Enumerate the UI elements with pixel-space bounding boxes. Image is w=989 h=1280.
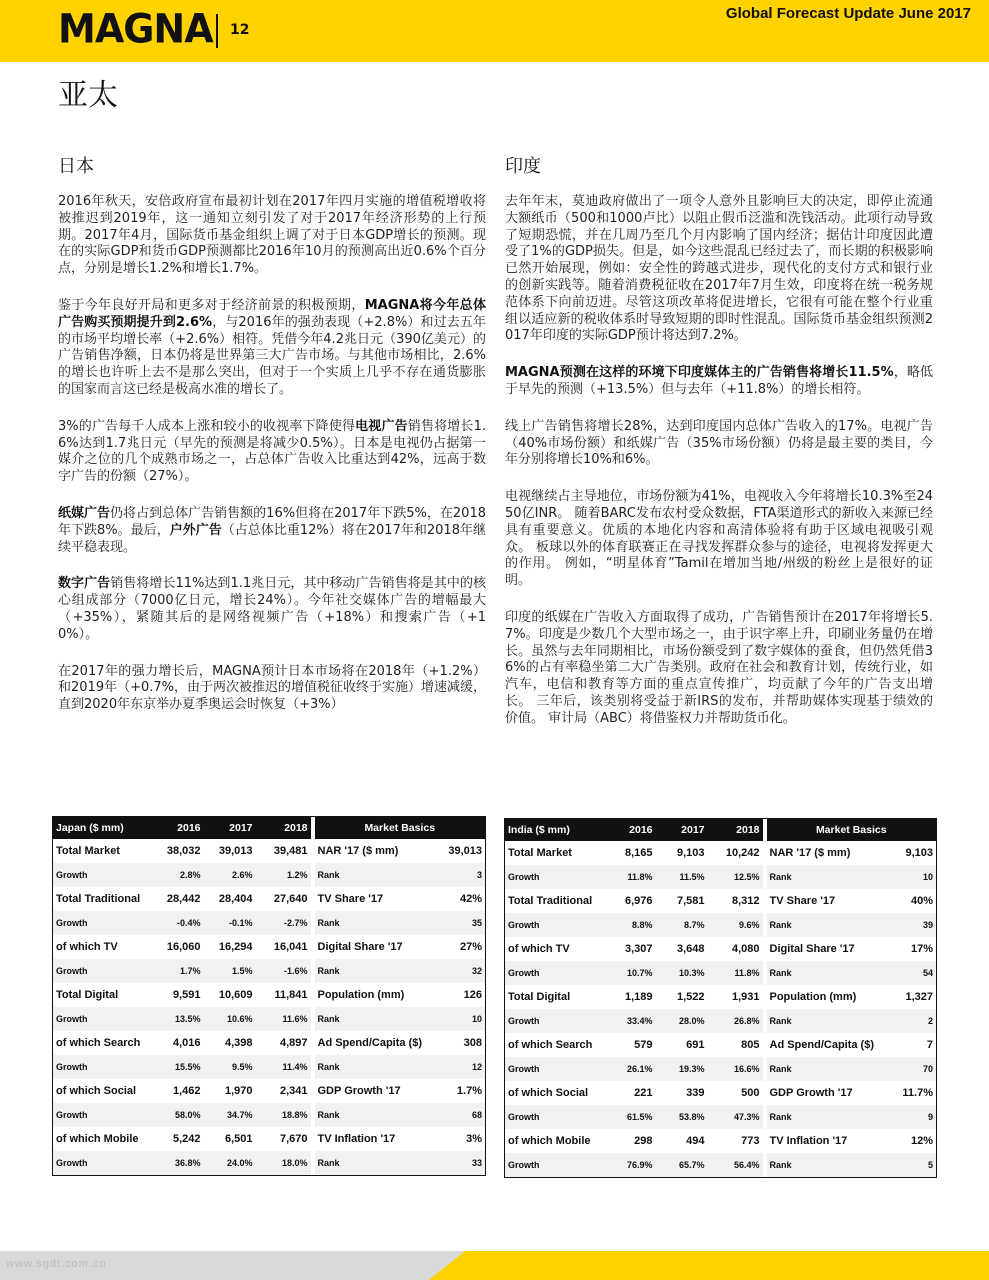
table-cell: 10.6% xyxy=(204,1007,256,1031)
table-cell: 11.4% xyxy=(256,1055,311,1079)
table-cell: of which Mobile xyxy=(508,1135,591,1147)
table-cell: 10.3% xyxy=(656,961,708,985)
table-cell: 28,404 xyxy=(218,893,253,905)
japan-paragraph-3 xyxy=(58,419,486,486)
table-cell: 39,481 xyxy=(273,845,308,857)
table-cell: 10,609 xyxy=(218,989,253,1001)
table-cell: GDP Growth '17 xyxy=(317,1085,401,1097)
table-cell: Growth xyxy=(53,959,152,983)
page-number: 12 xyxy=(230,22,250,38)
table-cell: Growth xyxy=(505,961,604,985)
india-p2-text: ，略低于早先的预测（+13.5%）但与去年（+11.8%）的增长相符。 xyxy=(505,365,933,397)
header-bar xyxy=(0,0,989,62)
table-cell: 39,013 xyxy=(448,845,482,857)
india-heading: 印度 xyxy=(505,156,541,177)
table-header-row xyxy=(505,819,937,842)
table-cell: 40% xyxy=(910,895,933,907)
table-row xyxy=(505,985,937,1009)
table-cell: Total Traditional xyxy=(508,895,593,907)
table-cell: 8,165 xyxy=(624,847,653,859)
table-row xyxy=(53,1151,486,1176)
table-cell: 39 xyxy=(882,913,937,937)
table-header-cell: 2016 xyxy=(604,819,656,842)
table-cell: Ad Spend/Capita ($) xyxy=(317,1037,423,1049)
table-cell: TV Inflation '17 xyxy=(317,1133,396,1145)
table-cell: Rank xyxy=(767,1153,882,1178)
india-paragraph-1: 去年年末，莫迪政府做出了一项令人意外且影响巨大的决定，即停止流通大额纸币（500和1000卢比）以阻止假币泛滥和洗钱活动。此项行动导致了短期恐慌，并在几周乃至几个月内影响了国内经济；据估计印度因此遭受了1%的GDP损失。但是，如今这些混乱已经过去了，而长期的积极影响已然开始展现，例如：安全性的跨越式进步，现代化的支付方式和银行业的创新实践等。随着消费税征收在2017年7月生效，印度将在统一税务规范体系下向前迈进。尽管这项改革将促进增长，它很有可能在整个行业重组以适应新的税收体系时导致短期的即时性混乱。国际货币基金组织预测2017年印度的实际GDP预计将达到7.2%。 xyxy=(505,194,933,344)
japan-p3-text-2: 销售将增长1.6%达到1.7兆日元（早先的预测是将减少0.5%）。日本是电视仍占据第一媒介之位的几个成熟市场之一，占总体广告收入比重达到42%，远高于数字广告的份额（27%）。 xyxy=(58,418,486,485)
japan-p2-text: 鉴于今年良好开局和更多对于经济前景的积极预期， xyxy=(58,297,365,313)
table-cell: 26.8% xyxy=(708,1009,763,1033)
table-cell: 1.5% xyxy=(204,959,256,983)
india-section xyxy=(505,152,933,748)
table-cell: 18.0% xyxy=(256,1151,311,1176)
table-row xyxy=(505,1033,937,1057)
table-cell: Growth xyxy=(53,911,152,935)
table-cell: Ad Spend/Capita ($) xyxy=(769,1039,875,1051)
table-cell: Population (mm) xyxy=(769,991,857,1003)
table-row xyxy=(505,1105,937,1129)
japan-p4-text-2: （占总体比重12%）将在2017年和2018年继续平稳表现。 xyxy=(58,522,486,555)
table-cell: 11.8% xyxy=(604,865,656,889)
table-row xyxy=(53,911,486,935)
table-cell: Growth xyxy=(505,1153,604,1178)
table-cell: 19.3% xyxy=(656,1057,708,1081)
table-cell: Growth xyxy=(53,1151,152,1176)
table-cell: 7 xyxy=(926,1039,933,1051)
table-cell: Rank xyxy=(315,1103,431,1127)
table-header-cell: 2017 xyxy=(204,817,256,840)
table-cell: -0.1% xyxy=(204,911,256,935)
table-cell: 33.4% xyxy=(604,1009,656,1033)
table-row xyxy=(53,887,486,911)
japan-p2-text-2: ，与2016年的强劲表现（+2.8%）和过去五年的市场平均增长率（+2.6%）相符。凭借今年4.2兆日元（390亿美元）的广告销售净额，日本仍将是世界第三大广告市场。与其他市场相比，2.6%的增长也许听上去不是那么突出，但对于一个实质上几乎不存在通货膨胀的国家而言这已经是极高水准的增长了。 xyxy=(58,314,486,397)
table-cell: TV Share '17 xyxy=(769,895,836,907)
table-header-cell: 2016 xyxy=(152,817,204,840)
table-cell: Total Traditional xyxy=(56,893,141,905)
table-row xyxy=(505,865,937,889)
table-cell: 33 xyxy=(431,1151,486,1176)
table-header-cell: 2018 xyxy=(256,817,311,840)
table-cell: 691 xyxy=(686,1039,705,1051)
table-cell: 28,442 xyxy=(166,893,201,905)
india-paragraph-5: 印度的纸媒在广告收入方面取得了成功，广告销售预计在2017年将增长5.7%。印度是少数几个大型市场之一，由于识字率上升，印刷业务量仍在增长。虽然与去年同期相比，市场份额受到了数字媒体的蚕食，但仍然凭借36%的占有率稳坐第二大广告类别。政府在社会和教育计划，传统行业，如汽车，电信和教育等方面的重点宣传推广，均贡献了今年的广告支出增长。 三年后，该类别将受益于新IRS的发布，并帮助媒体实现基于绩效的价值。 审计局（ABC）将借鉴权力并帮助货币化。 xyxy=(505,609,933,726)
table-row xyxy=(53,863,486,887)
table-cell: 500 xyxy=(741,1087,760,1099)
table-cell: 12% xyxy=(910,1135,933,1147)
table-cell: 39,013 xyxy=(218,845,253,857)
table-cell: Rank xyxy=(315,1007,431,1031)
table-cell: Rank xyxy=(767,961,882,985)
table-cell: 308 xyxy=(463,1037,482,1049)
table-cell: NAR '17 ($ mm) xyxy=(769,847,851,859)
table-cell: of which Social xyxy=(508,1087,589,1099)
table-cell: 24.0% xyxy=(204,1151,256,1176)
japan-paragraph-5 xyxy=(58,576,486,643)
table-cell: 7,670 xyxy=(279,1133,308,1145)
watermark-text: www.sgdt.com.cn xyxy=(6,1258,107,1270)
japan-p5-highlight: 数字广告 xyxy=(58,576,111,592)
magna-logo: MAGNA xyxy=(58,5,213,53)
footer-yellow-band xyxy=(380,1251,989,1280)
table-cell: 32 xyxy=(431,959,486,983)
table-cell: Digital Share '17 xyxy=(769,943,855,955)
table-cell: 4,398 xyxy=(224,1037,253,1049)
table-cell: 27,640 xyxy=(273,893,308,905)
japan-paragraph-4 xyxy=(58,506,486,556)
japan-p5-text: 销售将增长11%达到1.1兆日元，其中移动广告销售将是其中的核心组成部分（7000亿日元，增长24%）。今年社交媒体广告的增幅最大（+35%），紧随其后的是网络视频广告（+18%）和搜索广告（+10%）。 xyxy=(58,576,486,642)
india-paragraph-3: 线上广告销售将增长28%，达到印度国内总体广告收入的17%。电视广告（40%市场份额）和纸媒广告（35%市场份额）仍将是最主要的类目，今年分别将增长10%和6%。 xyxy=(505,418,933,468)
table-cell: Total Digital xyxy=(56,989,119,1001)
table-cell: 61.5% xyxy=(604,1105,656,1129)
table-cell: 1.7% xyxy=(152,959,204,983)
table-cell: 2 xyxy=(882,1009,937,1033)
table-cell: 38,032 xyxy=(166,845,201,857)
table-cell: 9.5% xyxy=(204,1055,256,1079)
table-cell: Population (mm) xyxy=(317,989,405,1001)
table-cell: 2.8% xyxy=(152,863,204,887)
table-cell: 8.7% xyxy=(656,913,708,937)
table-cell: Growth xyxy=(505,1057,604,1081)
table-cell: 6,501 xyxy=(224,1133,253,1145)
table-header-cell: India ($ mm) xyxy=(505,819,604,842)
table-header-cell: Market Basics xyxy=(315,817,486,840)
table-cell: Growth xyxy=(53,863,152,887)
japan-paragraph-2 xyxy=(58,298,486,399)
table-cell: Digital Share '17 xyxy=(317,941,403,953)
india-p2-highlight: MAGNA预测在这样的环境下印度媒体主的广告销售将增长11.5% xyxy=(505,365,894,381)
table-cell: 494 xyxy=(686,1135,705,1147)
table-cell: 8.8% xyxy=(604,913,656,937)
table-cell: 8,312 xyxy=(731,895,760,907)
table-cell: 3% xyxy=(466,1133,482,1145)
table-cell: 16,294 xyxy=(218,941,253,953)
table-cell: Growth xyxy=(505,1009,604,1033)
table-cell: 15.5% xyxy=(152,1055,204,1079)
table-row xyxy=(53,1103,486,1127)
table-cell: 579 xyxy=(634,1039,653,1051)
table-cell: Rank xyxy=(767,913,882,937)
table-row xyxy=(53,1031,486,1055)
region-title: 亚太 xyxy=(58,78,118,113)
table-cell: TV Share '17 xyxy=(317,893,384,905)
table-cell: 1,327 xyxy=(905,991,933,1003)
japan-paragraph-6: 在2017年的强力增长后，MAGNA预计日本市场将在2018年（+1.2%）和2019年（+0.7%，由于两次被推迟的增值税征收终于实施）增速减缓，直到2020年东京举办夏季奥运会时恢复（+3%） xyxy=(58,663,487,713)
table-row xyxy=(505,889,937,913)
table-cell: of which Search xyxy=(508,1039,593,1051)
table-cell: Growth xyxy=(53,1007,152,1031)
japan-p3-text: 3%的广告每千人成本上涨和较小的收视率下降使得 xyxy=(58,418,356,434)
table-cell: 11,841 xyxy=(274,989,308,1001)
table-cell: 34.7% xyxy=(204,1103,256,1127)
table-cell: Rank xyxy=(315,1151,431,1176)
table-cell: of which Social xyxy=(56,1085,137,1097)
table-cell: 1.7% xyxy=(456,1085,482,1097)
table-cell: 68 xyxy=(431,1103,486,1127)
table-cell: 4,080 xyxy=(731,943,760,955)
table-cell: 56.4% xyxy=(708,1153,763,1178)
table-cell: 16,060 xyxy=(166,941,201,953)
japan-heading: 日本 xyxy=(58,156,94,177)
japan-p2-highlight: MAGNA将今年总体广告购买预期提升到2.6% xyxy=(58,297,486,330)
japan-p3-highlight: 电视广告 xyxy=(355,418,408,434)
table-cell: 1,931 xyxy=(731,991,760,1003)
table-header-cell: 2017 xyxy=(656,819,708,842)
table-cell: Growth xyxy=(53,1055,152,1079)
table-cell: 65.7% xyxy=(656,1153,708,1178)
table-row xyxy=(53,959,486,983)
table-header-cell: Market Basics xyxy=(767,819,937,842)
table-cell: of which TV xyxy=(508,943,570,955)
table-cell: 10 xyxy=(431,1007,486,1031)
india-market-table xyxy=(504,818,937,1178)
table-cell: 9,103 xyxy=(905,847,933,859)
table-cell: 298 xyxy=(634,1135,653,1147)
table-cell: 27% xyxy=(459,941,482,953)
table-cell: Rank xyxy=(767,865,882,889)
table-cell: 805 xyxy=(741,1039,760,1051)
header-divider xyxy=(216,14,218,48)
table-row xyxy=(505,1129,937,1153)
table-cell: Total Digital xyxy=(508,991,571,1003)
table-cell: of which Mobile xyxy=(56,1133,139,1145)
table-cell: 1,970 xyxy=(224,1085,253,1097)
table-cell: 53.8% xyxy=(656,1105,708,1129)
table-cell: 16.6% xyxy=(708,1057,763,1081)
table-cell: 1,522 xyxy=(676,991,705,1003)
table-header-cell: 2018 xyxy=(708,819,763,842)
table-row xyxy=(53,1127,486,1151)
japan-market-table xyxy=(52,816,486,1176)
table-cell: Rank xyxy=(315,959,431,983)
table-cell: 3,648 xyxy=(676,943,705,955)
table-cell: 9 xyxy=(882,1105,937,1129)
table-row xyxy=(505,1153,937,1178)
table-row xyxy=(505,937,937,961)
table-cell: 16,041 xyxy=(273,941,308,953)
table-cell: 126 xyxy=(463,989,482,1001)
table-cell: 11.8% xyxy=(708,961,763,985)
table-cell: 2.6% xyxy=(204,863,256,887)
table-cell: Rank xyxy=(767,1009,882,1033)
table-cell: Total Market xyxy=(508,847,572,859)
table-cell: 9,591 xyxy=(172,989,201,1001)
japan-p4-text: 仍将占到总体广告销售额的16%但将在2017年下跌5%，在2018年下跌8%。最后， xyxy=(58,505,486,538)
table-cell: 9,103 xyxy=(676,847,705,859)
table-cell: 12 xyxy=(431,1055,486,1079)
table-cell: 12.5% xyxy=(708,865,763,889)
table-cell: 10.7% xyxy=(604,961,656,985)
table-cell: 10,242 xyxy=(725,847,760,859)
india-paragraph-4: 电视继续占主导地位，市场份额为41%，电视收入今年将增长10.3%至2450亿INR。 随着BARC发布农村受众数据，FTA渠道形式的新收入来源已经具有重要意义。优质的本地化内容和高清体验将有助于区域电视吸引观众。 板球以外的体育联赛正在寻找发挥群众参与的途径，电视将发挥更大的作用。 例如，“明星体育”Tamil在增加当地/州级的粉丝上是很好的证明。 xyxy=(505,489,933,589)
table-cell: Growth xyxy=(53,1103,152,1127)
table-cell: 70 xyxy=(882,1057,937,1081)
table-cell: 4,016 xyxy=(172,1037,201,1049)
japan-section xyxy=(58,152,486,734)
table-cell: 1,462 xyxy=(172,1085,201,1097)
table-cell: 2,341 xyxy=(279,1085,308,1097)
table-cell: 54 xyxy=(882,961,937,985)
table-cell: Rank xyxy=(767,1105,882,1129)
table-cell: GDP Growth '17 xyxy=(769,1087,853,1099)
table-cell: 3,307 xyxy=(624,943,653,955)
india-paragraph-2 xyxy=(505,365,933,399)
table-cell: 13.5% xyxy=(152,1007,204,1031)
table-cell: 18.8% xyxy=(256,1103,311,1127)
table-cell: 1,189 xyxy=(624,991,653,1003)
table-cell: 221 xyxy=(634,1087,653,1099)
table-cell: 47.3% xyxy=(708,1105,763,1129)
table-cell: 5,242 xyxy=(172,1133,201,1145)
table-cell: 28.0% xyxy=(656,1009,708,1033)
table-row xyxy=(505,1009,937,1033)
table-cell: 11.7% xyxy=(902,1087,933,1099)
japan-p4-highlight: 纸媒广告 xyxy=(58,505,111,521)
table-row xyxy=(505,841,937,865)
table-cell: 6,976 xyxy=(624,895,653,907)
table-cell: Rank xyxy=(315,1055,431,1079)
table-cell: 1.2% xyxy=(256,863,311,887)
table-cell: 9.6% xyxy=(708,913,763,937)
table-cell: 11.5% xyxy=(656,865,708,889)
table-row xyxy=(53,1055,486,1079)
table-cell: Growth xyxy=(505,913,604,937)
table-cell: 11.6% xyxy=(256,1007,311,1031)
table-cell: Rank xyxy=(767,1057,882,1081)
table-cell: -1.6% xyxy=(256,959,311,983)
japan-paragraph-1: 2016年秋天，安倍政府宣布最初计划在2017年四月实施的增值税增收将被推迟到2019年，这一通知立刻引发了对于2017年经济形势的上行预期。2017年4月，国际货币基金组织上调了对于日本GDP增长的预测。现在的实际GDP和货币GDP预测都比2016年10月的预测高出近0.6%个百分点，分别是增长1.2%和增长1.7%。 xyxy=(58,194,486,277)
table-cell: NAR '17 ($ mm) xyxy=(317,845,399,857)
report-title: Global Forecast Update June 2017 xyxy=(725,5,971,22)
table-row xyxy=(505,913,937,937)
table-cell: 3 xyxy=(431,863,486,887)
table-cell: 36.8% xyxy=(152,1151,204,1176)
table-cell: Rank xyxy=(315,911,431,935)
table-cell: 76.9% xyxy=(604,1153,656,1178)
table-row xyxy=(53,983,486,1007)
table-cell: Growth xyxy=(505,865,604,889)
table-cell: Total Market xyxy=(56,845,120,857)
table-row xyxy=(505,1057,937,1081)
table-cell: Growth xyxy=(505,1105,604,1129)
table-cell: 58.0% xyxy=(152,1103,204,1127)
table-row xyxy=(505,1081,937,1105)
table-cell: 5 xyxy=(882,1153,937,1178)
table-cell: 773 xyxy=(741,1135,760,1147)
table-cell: 42% xyxy=(459,893,482,905)
table-cell: 10 xyxy=(882,865,937,889)
table-cell: 4,897 xyxy=(279,1037,308,1049)
table-row xyxy=(505,961,937,985)
table-header-cell: Japan ($ mm) xyxy=(53,817,152,840)
table-row xyxy=(53,935,486,959)
table-cell: -2.7% xyxy=(256,911,311,935)
table-cell: 26.1% xyxy=(604,1057,656,1081)
table-header-row xyxy=(53,817,486,840)
table-cell: of which Search xyxy=(56,1037,141,1049)
japan-p4-highlight-2: 户外广告 xyxy=(169,522,222,538)
table-row xyxy=(53,839,486,863)
table-cell: TV Inflation '17 xyxy=(769,1135,848,1147)
table-cell: 17% xyxy=(910,943,933,955)
table-cell: -0.4% xyxy=(152,911,204,935)
table-cell: of which TV xyxy=(56,941,118,953)
table-cell: 35 xyxy=(431,911,486,935)
table-cell: 339 xyxy=(686,1087,705,1099)
table-cell: Rank xyxy=(315,863,431,887)
table-cell: 7,581 xyxy=(676,895,705,907)
table-row xyxy=(53,1079,486,1103)
table-row xyxy=(53,1007,486,1031)
